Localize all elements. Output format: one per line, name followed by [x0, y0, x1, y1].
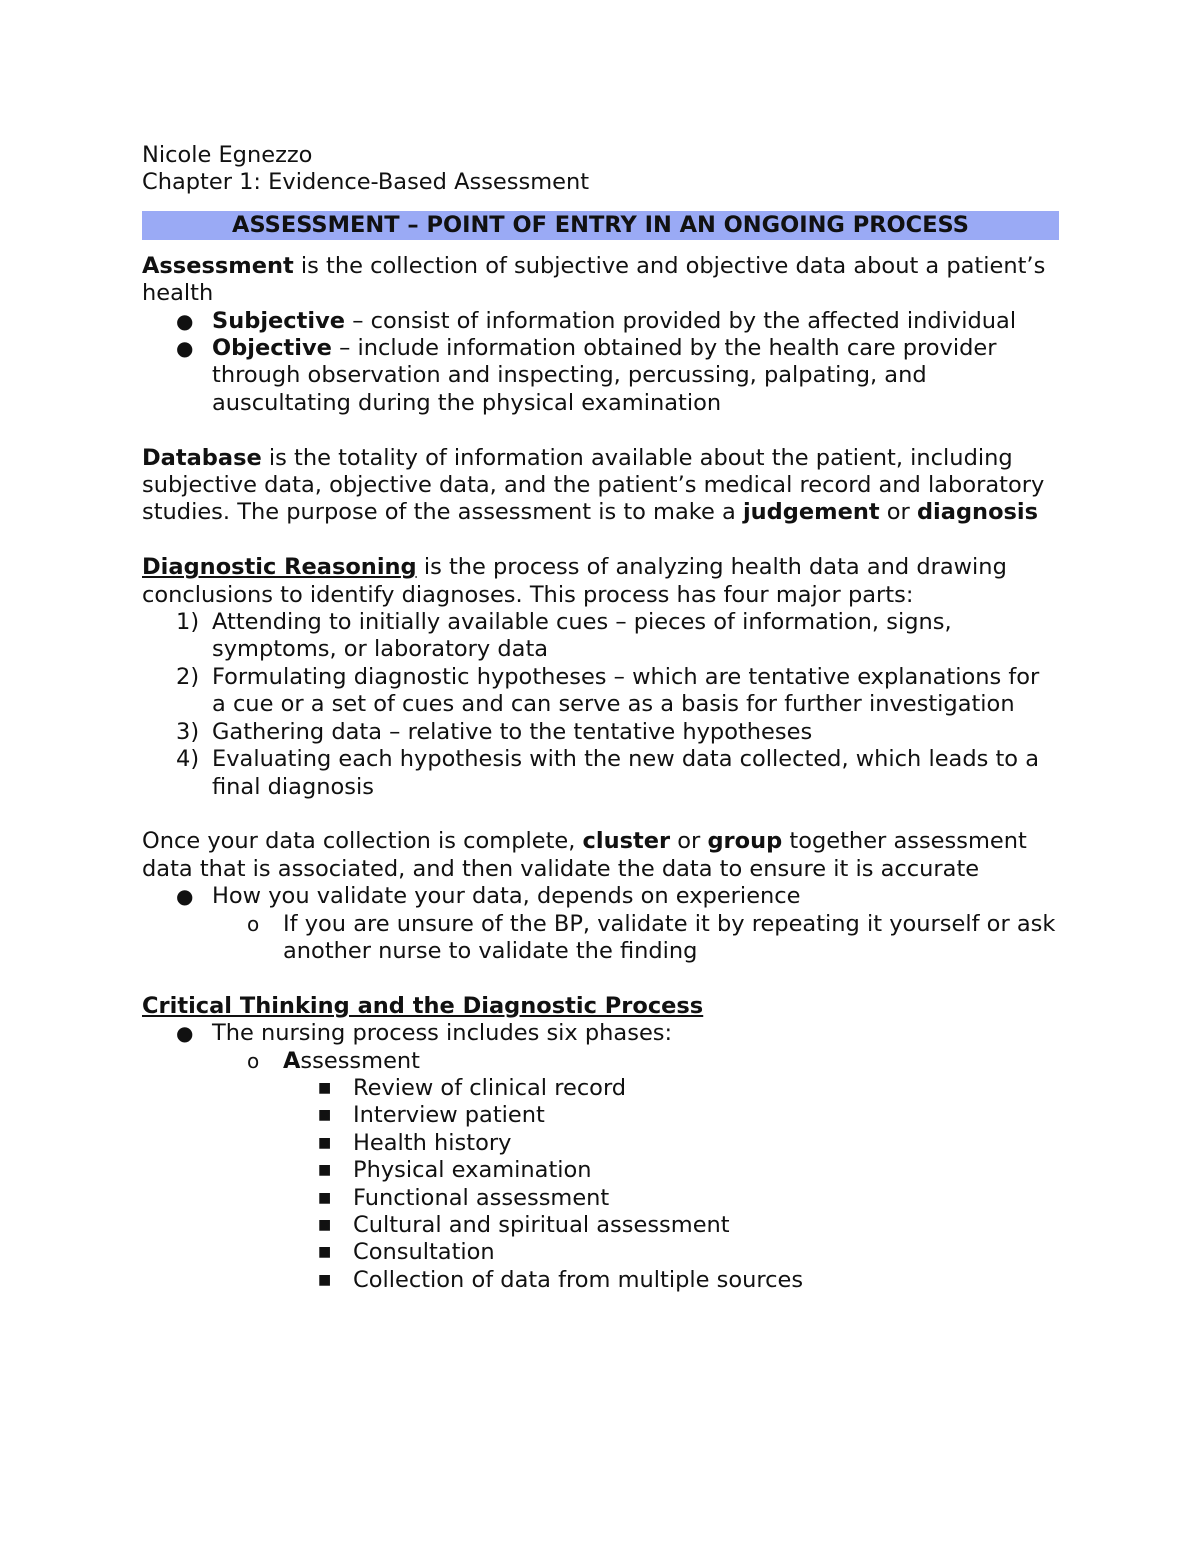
assessment-term: Assessment [142, 252, 294, 279]
validation-list [142, 883, 1059, 965]
nursing-process-list [142, 1020, 1059, 1294]
database-definition: Database is the totality of information available about the patient, including subjective data, objective data, and the patient’s medical record and laboratory studies. The purpose of the assessment is to make a judgement or diagnosis [142, 444, 1045, 526]
cluster-paragraph: Once your data collection is complete, cluster or group together assessment data that is associated, and then validate the data to ensure it is accurate [142, 828, 1027, 882]
square-bullet-icon: ■ [318, 1216, 332, 1233]
bullet-icon: ● [176, 884, 194, 909]
square-bullet-icon: ■ [318, 1134, 332, 1151]
section-banner: ASSESSMENT – POINT OF ENTRY IN AN ONGOING PROCESS [142, 211, 1059, 240]
list-item: ■ Cultural and spiritual assessment [318, 1211, 730, 1238]
bullet-icon: ● [176, 308, 194, 333]
list-item: ● How you validate your data, depends on experience [176, 883, 801, 910]
reasoning-steps-list [142, 609, 1059, 801]
list-item: ■ Consultation [318, 1239, 495, 1266]
list-item: 3) Gathering data – relative to the tentative hypotheses [176, 718, 813, 745]
square-bullet-icon: ■ [318, 1162, 332, 1179]
square-bullet-icon: ■ [318, 1107, 332, 1124]
critical-thinking-heading: Critical Thinking and the Diagnostic Process [142, 992, 704, 1019]
author-name: Nicole Egnezzo [142, 142, 313, 168]
circle-bullet-icon: o [247, 1048, 260, 1073]
list-item: ■ Physical examination [318, 1157, 592, 1184]
assessment-definition: Assessment is the collection of subjective and objective data about a patient’s health [142, 252, 1046, 307]
assessment-types-list [142, 308, 1059, 418]
list-item: 4) Evaluating each hypothesis with the new data collected, which leads to a final diagnosis [176, 746, 1040, 800]
list-item: o If you are unsure of the BP, validate it by repeating it yourself or ask another nurse to validate the finding [247, 910, 1056, 964]
list-item: ■ Interview patient [318, 1102, 545, 1129]
list-item: ■ Functional assessment [318, 1184, 610, 1211]
list-item: ■ Review of clinical record [318, 1074, 627, 1101]
square-bullet-icon: ■ [318, 1271, 332, 1288]
list-item: ● Subjective – consist of information provided by the affected individual [176, 307, 1017, 334]
chapter-title: Chapter 1: Evidence-Based Assessment [142, 169, 590, 196]
square-bullet-icon: ■ [318, 1244, 332, 1261]
list-item: ■ Health history [318, 1129, 512, 1156]
list-item: ● Objective – include information obtained by the health care provider through observation and inspecting, percussing, palpating, and auscultating during the physical examination [176, 335, 997, 416]
list-item: 2) Formulating diagnostic hypotheses – which are tentative explanations for a cue or a set of cues and can serve as a basis for further investigation [176, 663, 1040, 718]
bullet-icon: ● [176, 336, 194, 361]
list-item: o Assessment [247, 1047, 420, 1074]
bullet-icon: ● [176, 1021, 194, 1046]
reasoning-definition: Diagnostic Reasoning is the process of analyzing health data and drawing conclusions to identify diagnoses. This process has four major parts: [142, 554, 1007, 608]
circle-bullet-icon: o [247, 911, 260, 936]
list-item: ● The nursing process includes six phases: [176, 1020, 673, 1047]
list-item: ■ Collection of data from multiple sources [318, 1266, 804, 1293]
square-bullet-icon: ■ [318, 1189, 332, 1206]
list-item: 1) Attending to initially available cues – pieces of information, signs, symptoms, or laboratory data [176, 609, 952, 663]
square-bullet-icon: ■ [318, 1079, 332, 1096]
